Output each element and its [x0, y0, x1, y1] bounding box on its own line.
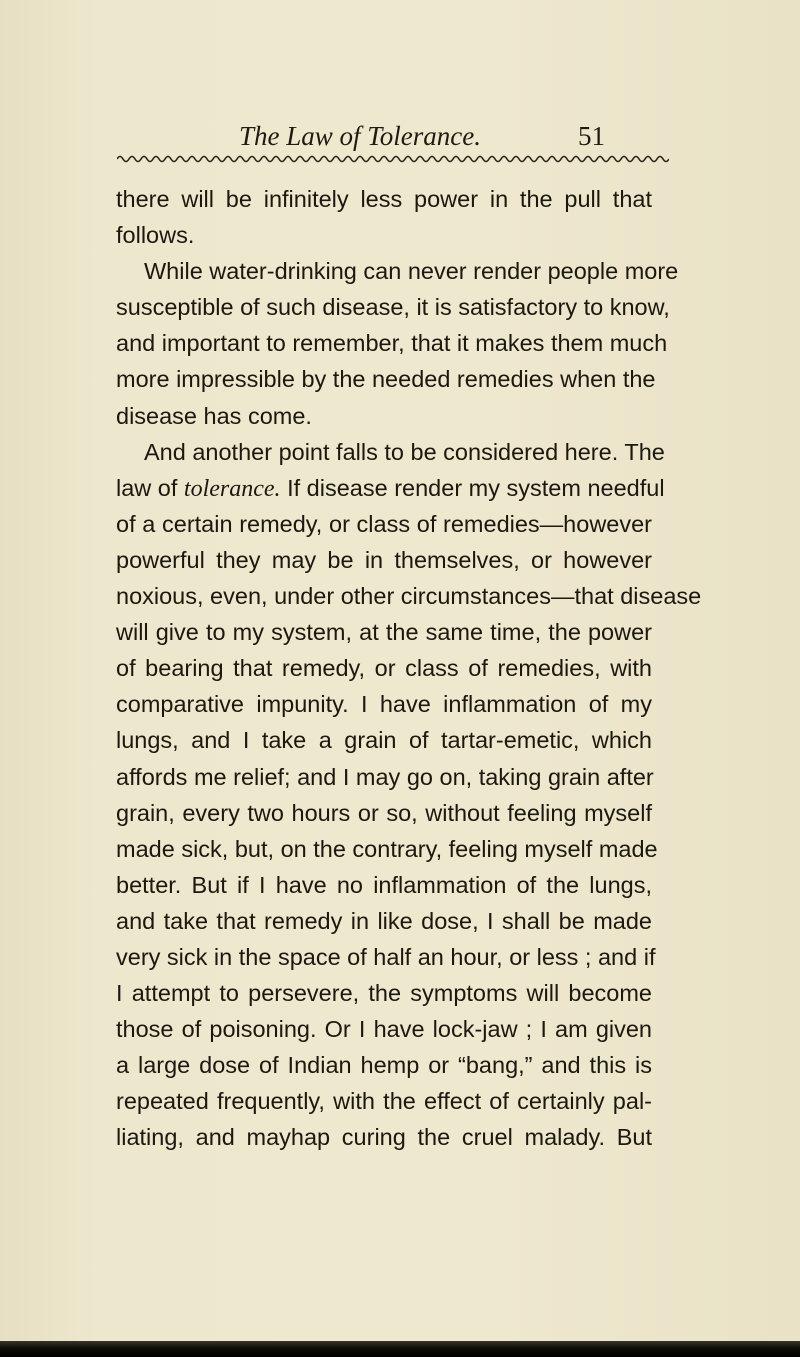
- text-line: I attempt to persevere, the symptoms will become: [116, 980, 652, 1007]
- text-line: grain, every two hours or so, without feeling myself: [116, 799, 652, 826]
- text-line: comparative impunity. I have inflammation of my: [116, 691, 652, 718]
- text-line: lungs, and I take a grain of tartar-emetic, which: [116, 727, 652, 754]
- text-line: a large dose of Indian hemp or “bang,” and this is: [116, 1052, 652, 1079]
- text-fragment: law of: [116, 474, 178, 501]
- text-line: [116, 470, 665, 506]
- text-line: better. But if I have no inflammation of the lungs,: [116, 871, 652, 898]
- text-line: there will be infinitely less power in the pull that: [116, 186, 652, 212]
- text-line: liating, and mayhap curing the cruel malady. But: [116, 1124, 652, 1151]
- page-number: 51: [578, 121, 605, 151]
- text-line: those of poisoning. Or I have lock-jaw ; I am given: [116, 1016, 652, 1043]
- wavy-rule-ornament: [117, 154, 669, 164]
- running-head: [0, 118, 800, 154]
- text-line: more impressible by the needed remedies when the: [116, 366, 656, 393]
- body-text: [116, 181, 702, 1156]
- page-bottom-edge: [0, 1341, 800, 1357]
- text-line: follows.: [116, 222, 195, 249]
- text-line: very sick in the space of half an hour, or less ; and if: [116, 943, 656, 970]
- text-line: made sick, but, on the contrary, feeling myself made: [116, 835, 658, 862]
- italic-term: tolerance.: [183, 475, 281, 502]
- text-line: of bearing that remedy, or class of remedies, with: [116, 655, 652, 682]
- text-line: of a certain remedy, or class of remedies—however: [116, 510, 652, 537]
- text-line: susceptible of such disease, it is satisfactory to know,: [116, 294, 670, 321]
- text-line: And another point falls to be considered here. The: [144, 438, 665, 465]
- text-line: will give to my system, at the same time, the power: [116, 619, 652, 646]
- text-fragment: If disease render my system needful: [287, 474, 665, 501]
- text-line: While water-drinking can never render people more: [144, 258, 679, 285]
- text-line: repeated frequently, with the effect of certainly pal-: [116, 1088, 652, 1115]
- text-line: affords me relief; and I may go on, taking grain after: [116, 763, 654, 790]
- text-line: and important to remember, that it makes them much: [116, 330, 668, 357]
- running-title: The Law of Tolerance.: [238, 121, 482, 151]
- text-line: powerful they may be in themselves, or however: [116, 546, 652, 573]
- text-line: noxious, even, under other circumstances—that disease: [116, 583, 702, 610]
- text-line: disease has come.: [116, 402, 312, 429]
- text-line: and take that remedy in like dose, I shall be made: [116, 907, 652, 934]
